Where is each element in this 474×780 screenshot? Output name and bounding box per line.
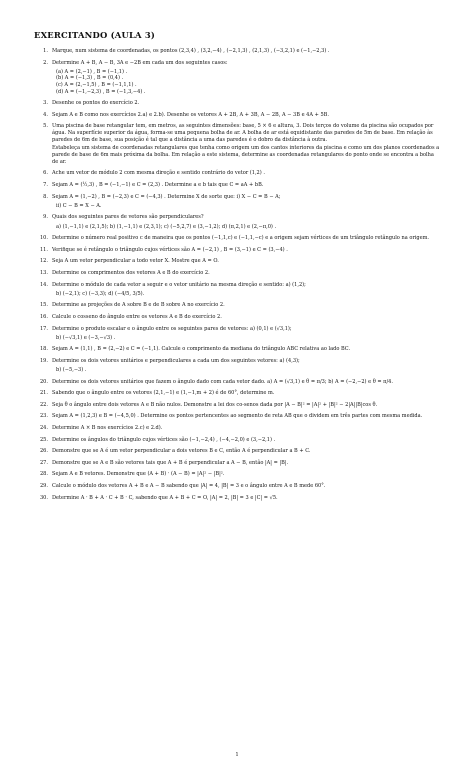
- exercise-subitem: b) (−√3,1) e (−3,−√3) .: [56, 334, 116, 341]
- exercise-number: 2.: [43, 59, 48, 66]
- exercise-subitem: (b) A = (−1,3) , B = (0,4) .: [56, 75, 124, 82]
- exercise-item: [34, 235, 440, 242]
- exercise-text: Sejam A = (1,1) , B = (2,−2) e C = (−1,1). Calcule o comprimento da mediana do triângulo ABC relativa ao lado BC.: [52, 346, 351, 353]
- exercise-number: 26.: [39, 448, 48, 455]
- exercise-number: 18.: [39, 346, 48, 353]
- exercise-text: Demonstre que se A e B são vetores tais que A + B é perpendicular a A − B, então |A| = |B|.: [52, 459, 289, 466]
- exercise-item: [34, 471, 440, 478]
- exercise-text: Determine os ângulos do triângulo cujos vértices são (−1,−2,4) , (−4,−2,0) e (3,−2,1) .: [52, 436, 276, 443]
- exercise-number: 23.: [39, 413, 48, 420]
- exercise-text: Uma piscina de base retangular tem, em metros, as seguintes dimensões: base, 5 × 6 e altura, 3. Dois terços do volume da piscina são ocupados por água. Na superfície superior da água, forma-se uma pequena bolha de ar. A bolha de ar está equidistante das paredes de 5m de base. Em relação às paredes de 6m de base, sua posição é tal que a distância a uma das paredes é o dobro da distância à outra.: [52, 123, 434, 143]
- exercise-text: Determine A · B + A · C + B · C, sabendo que A + B + C = O, |A| = 2, |B| = 3 e |C| = √5.: [52, 494, 278, 501]
- exercise-subitem: (d) A = (−1,−2,3) , B = (−1,3,−4) .: [56, 88, 146, 95]
- exercise-item: [34, 182, 440, 189]
- exercise-item: [34, 460, 440, 467]
- exercise-number: 8.: [43, 193, 48, 200]
- exercise-number: 11.: [39, 246, 48, 253]
- exercise-number: 7.: [43, 182, 48, 189]
- exercise-number: 17.: [39, 325, 48, 332]
- exercise-number: 15.: [39, 302, 48, 309]
- exercise-number: 13.: [39, 269, 48, 276]
- exercise-text: Determine as projeções de A sobre B e de B sobre A no exercício 2.: [52, 302, 225, 309]
- exercise-text: Quais dos seguintes pares de vetores são perpendiculares?: [52, 214, 204, 221]
- exercise-text: Determine o módulo de cada vetor a seguir e o vetor unitário na mesma direção e sentido: a) (1,2);: [52, 281, 306, 288]
- exercise-item: [34, 326, 440, 342]
- exercise-item: [34, 258, 440, 265]
- page-number: 1: [235, 752, 239, 758]
- exercise-number: 20.: [39, 378, 48, 385]
- exercise-text: Verifique se é retângulo o triângulo cujos vértices são A = (−2,1) , B = (3,−1) e C = (3,−4) .: [52, 246, 288, 253]
- exercise-text: Sejam A = (1,2,3) e B = (−4,5,0) . Determine os pontos pertencentes ao segmento de reta AB que o dividem em três partes com mesma medida.: [52, 413, 423, 420]
- exercise-text: Determine os comprimentos dos vetores A e B do exercício 2.: [52, 269, 210, 276]
- exercise-subitems: [52, 224, 440, 231]
- exercise-item: [34, 194, 440, 210]
- exercise-subitem: b) (−5,−3) .: [56, 367, 87, 374]
- exercise-number: 21.: [39, 390, 48, 397]
- exercise-item: [34, 100, 440, 107]
- exercise-number: 4.: [43, 111, 48, 118]
- exercise-subitems: [52, 367, 440, 374]
- exercise-text: Determine A + B, A − B, 3A e −2B em cada um dos seguintes casos:: [52, 59, 228, 66]
- exercise-text: Calcule o cosseno do ângulo entre os vetores A e B do exercício 2.: [52, 313, 222, 320]
- exercise-list: [34, 48, 440, 501]
- exercise-text: Ache um vetor de módulo 2 com mesma direção e sentido contrário do vetor (1,2) .: [52, 170, 265, 177]
- exercise-text: Sejam A = (1,−2) , B = (−2,3) e C = (−4,3) . Determine X de sorte que: i) X − C = B − A;: [52, 193, 281, 200]
- exercise-item: [34, 170, 440, 177]
- exercise-item: [34, 402, 440, 409]
- exercise-item: [34, 483, 440, 490]
- exercise-item: [34, 413, 440, 420]
- exercise-number: 25.: [39, 436, 48, 443]
- exercise-number: 22.: [39, 401, 48, 408]
- exercise-item: [34, 314, 440, 321]
- exercise-text: Sejam A = (½,3) , B = (−1,−1) e C = (2,3) . Determine a e b tais que C = aA + bB.: [52, 182, 264, 189]
- exercise-subitems: [52, 335, 440, 342]
- exercise-number: 6.: [43, 170, 48, 177]
- exercise-item: [34, 495, 440, 502]
- exercise-paragraph: Estabeleça um sistema de coordenadas retangulares que tenha como origem um dos cantos interiores da piscina e como um dos planos coordenados a parede de base de 6m mais próxima da bolha. Em relação a este sistema, determine as coordenadas retangulares do ponto onde se encontra a bolha de ar.: [52, 145, 440, 165]
- exercise-text: Sejam A e B como nos exercícios 2.a) e 2.b). Desenhe os vetores A + 2B, A + 3B, A − 2B, A − 3B e 4A + 5B.: [52, 111, 329, 118]
- exercise-text: Desenhe os pontos do exercício 2.: [52, 100, 140, 107]
- exercise-item: [34, 60, 440, 96]
- exercise-text: Sabendo que o ângulo entre os vetores (2,1,−1) e (1,−1,m + 2) é de 60°, determine m.: [52, 390, 275, 397]
- exercise-number: 30.: [39, 494, 48, 501]
- exercise-number: 24.: [39, 425, 48, 432]
- exercise-text: Determine A × B nos exercícios 2.c) e 2.d).: [52, 425, 163, 432]
- exercise-number: 29.: [39, 483, 48, 490]
- exercise-text: Marque, num sistema de coordenadas, os pontos (2,3,4) , (3,2,−4) , (−2,1,3) , (2,1,3) , (−3,2,1) e (−1,−2,3) .: [52, 48, 330, 54]
- exercise-item: [34, 437, 440, 444]
- exercise-item: [34, 425, 440, 432]
- exercise-number: 16.: [39, 313, 48, 320]
- exercise-number: 3.: [43, 100, 48, 107]
- exercise-number: 14.: [39, 281, 48, 288]
- exercise-number: 19.: [39, 357, 48, 364]
- exercise-item: [34, 270, 440, 277]
- exercise-number: 12.: [39, 258, 48, 265]
- exercise-subitem: (c) A = (2,−1,5) , B = (−1,1,1) .: [56, 82, 137, 89]
- exercise-text: Determine os dois vetores unitários que fazem o ângulo dado com cada vetor dado. a) A = (√3,1) e θ = π/3; b) A = (−2,−2) e θ = π/4.: [52, 378, 394, 385]
- exercise-item: [34, 123, 440, 165]
- exercise-item: [34, 214, 440, 230]
- exercise-number: 28.: [39, 471, 48, 478]
- exercise-text: Demonstre que se A é um vetor perpendicular a dois vetores B e C, então A é perpendicular a B + C.: [52, 448, 311, 455]
- exercise-subitems: [52, 69, 440, 95]
- exercise-text: Calcule o módulo dos vetores A + B e A − B sabendo que |A| = 4, |B| = 3 e o ângulo entre A e B mede 60°.: [52, 483, 326, 490]
- exercise-item: [34, 247, 440, 254]
- exercise-item: [34, 302, 440, 309]
- exercise-subitem: ii) C − B = X − A.: [56, 202, 102, 209]
- exercise-item: [34, 282, 440, 298]
- exercise-number: 10.: [39, 235, 48, 242]
- exercise-item: [34, 448, 440, 455]
- exercise-subitems: [52, 203, 440, 210]
- page-title: EXERCITANDO (AULA 3): [34, 30, 156, 40]
- exercise-text: Determine o número real positivo c de maneira que os pontos (−1,1,c) e (−1,1,−c) e a origem sejam vértices de um triângulo retângulo na origem.: [52, 235, 429, 242]
- exercise-text: Determine os dois vetores unitários e perpendiculares a cada um dos seguintes vetores: a) (4,3);: [52, 357, 300, 364]
- exercise-subitem: a) (1,−1,1) e (2,1,5); b) (1,−1,1) e (2,3,1); c) (−5,2,7) e (3,−1,2); d) (π,2,1) e (2,−π,0) .: [56, 223, 277, 230]
- exercise-number: 9.: [43, 214, 48, 221]
- exercise-item: [34, 358, 440, 374]
- exercise-text: Seja A um vetor perpendicular a todo vetor X. Mostre que A = O.: [52, 258, 219, 265]
- exercise-subitem: (a) A = (2,−1) , B = (−1,1) .: [56, 68, 128, 75]
- exercise-number: 1.: [43, 48, 48, 54]
- exercise-item: [34, 379, 440, 386]
- exercise-subitems: [52, 291, 440, 298]
- exercise-item: [34, 390, 440, 397]
- exercise-item: [34, 112, 440, 119]
- exercise-number: 5.: [43, 123, 48, 130]
- exercise-subitem: b) (−2,1); c) (−3,3); d) (−4/5, 3/5).: [56, 290, 145, 297]
- exercise-item: [34, 346, 440, 353]
- exercise-item: [34, 48, 440, 55]
- exercise-text: Determine o produto escalar e o ângulo entre os seguintes pares de vetores: a) (0,1) e (√3,1);: [52, 325, 292, 332]
- exercise-text: Sejam A e B vetores. Demonstre que (A + B) · (A − B) = |A|² − |B|².: [52, 471, 225, 478]
- exercise-text: Seja θ o ângulo entre dois vetores A e B não nulos. Demonstre a lei dos co-senos dada por |A − B|² = |A|² + |B|² − 2|A||B|cos θ.: [52, 401, 378, 408]
- exercise-number: 27.: [39, 459, 48, 466]
